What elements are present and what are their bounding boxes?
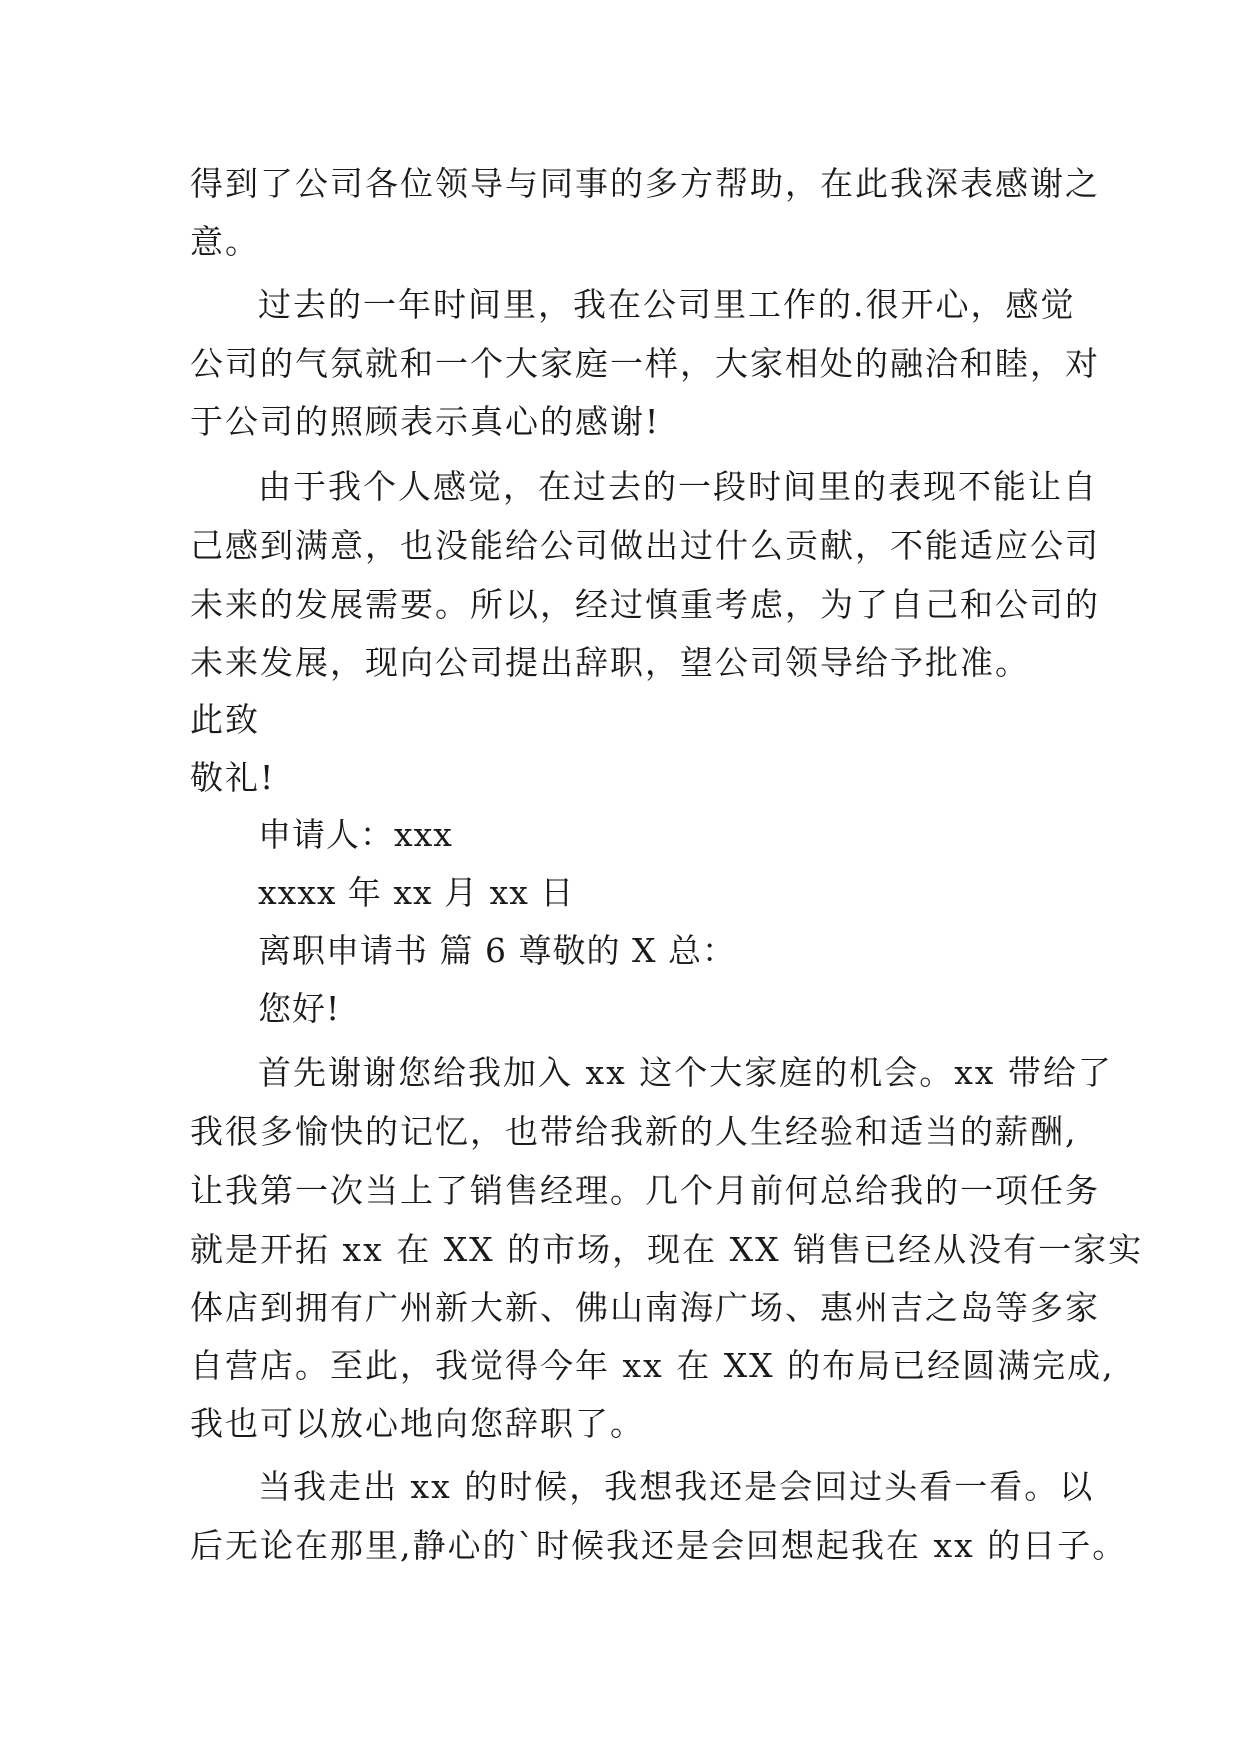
paragraph-start: 当我走出 xx 的时候，我想我还是会回过头看一看。以 <box>258 1467 1095 1506</box>
date-line: xxxx 年 xx 月 xx 日 <box>258 873 575 912</box>
text-line: 未来发展，现向公司提出辞职，望公司领导给予批准。 <box>190 643 1030 682</box>
text-line: 于公司的照顾表示真心的感谢! <box>190 402 661 441</box>
closing-salutation: 敬礼! <box>190 758 276 797</box>
greeting-line: 您好! <box>258 989 341 1028</box>
text-line: 我也可以放心地向您辞职了。 <box>190 1404 645 1443</box>
text-line: 得到了公司各位领导与同事的多方帮助，在此我深表感谢之 <box>190 164 1100 203</box>
text-line: 让我第一次当上了销售经理。几个月前何总给我的一项任务 <box>190 1171 1100 1210</box>
text-line: 未来的发展需要。所以，经过慎重考虑，为了自己和公司的 <box>190 585 1100 624</box>
closing-line: 此致 <box>190 700 260 739</box>
text-line: 我很多愉快的记忆，也带给我新的人生经验和适当的薪酬, <box>190 1112 1078 1151</box>
paragraph-start: 过去的一年时间里，我在公司里工作的.很开心，感觉 <box>258 285 1076 324</box>
paragraph-start: 由于我个人感觉，在过去的一段时间里的表现不能让自 <box>258 467 1098 506</box>
text-line: 意。 <box>190 222 260 261</box>
section-heading: 离职申请书 篇 6 尊敬的 X 总： <box>258 931 736 970</box>
paragraph-start: 首先谢谢您给我加入 xx 这个大家庭的机会。xx 带给了 <box>258 1053 1113 1092</box>
text-line: 就是开拓 xx 在 XX 的市场，现在 XX 销售已经从没有一家实 <box>190 1230 1144 1269</box>
text-line: 公司的气氛就和一个大家庭一样，大家相处的融洽和睦，对 <box>190 344 1100 383</box>
text-line: 己感到满意，也没能给公司做出过什么贡献，不能适应公司 <box>190 526 1100 565</box>
text-line: 后无论在那里,静心的`时候我还是会回想起我在 xx 的日子。 <box>190 1526 1128 1565</box>
text-line: 体店到拥有广州新大新、佛山南海广场、惠州吉之岛等多家 <box>190 1288 1100 1327</box>
applicant-line: 申请人：xxx <box>258 815 453 854</box>
text-line: 自营店。至此，我觉得今年 xx 在 XX 的布局已经圆满完成, <box>190 1346 1115 1385</box>
